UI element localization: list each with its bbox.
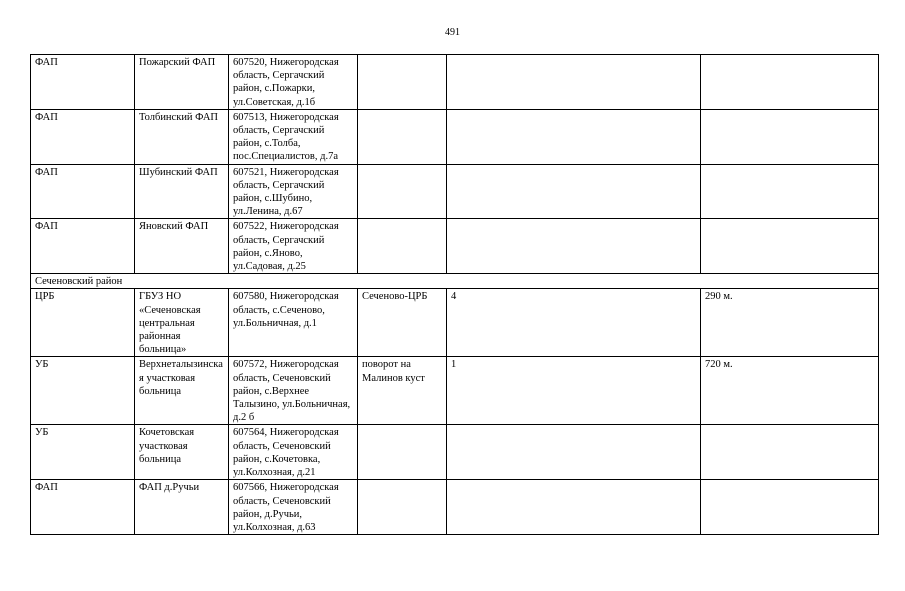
route-count: 4 — [447, 289, 701, 357]
distance — [701, 480, 879, 535]
bus-stop — [358, 480, 447, 535]
distance: 720 м. — [701, 357, 879, 425]
bus-stop — [358, 55, 447, 110]
route-count — [447, 480, 701, 535]
facility-address: 607572, Нижегородская область, Сеченовский район, с.Верхнее Талызино, ул.Больничная, д.2 б — [229, 357, 358, 425]
facility-name: Кочетовская участковая больница — [135, 425, 229, 480]
bus-stop: Сеченово-ЦРБ — [358, 289, 447, 357]
facility-address: 607566, Нижегородская область, Сеченовский район, д.Ручьи, ул.Колхозная, д.63 — [229, 480, 358, 535]
bus-stop — [358, 109, 447, 164]
facility-type: ФАП — [31, 480, 135, 535]
route-count: 1 — [447, 357, 701, 425]
facility-type: ФАП — [31, 55, 135, 110]
facility-address: 607513, Нижегородская область, Сергачский район, с.Толба, пос.Специалистов, д.7а — [229, 109, 358, 164]
facility-name: ФАП д.Ручьи — [135, 480, 229, 535]
facility-name: Шубинский ФАП — [135, 164, 229, 219]
facility-name: Яновский ФАП — [135, 219, 229, 274]
table-row — [31, 357, 879, 425]
facility-type: УБ — [31, 357, 135, 425]
page-number: 491 — [445, 27, 460, 38]
distance — [701, 109, 879, 164]
facility-address: 607522, Нижегородская область, Сергачский район, с.Яново, ул.Садовая, д.25 — [229, 219, 358, 274]
distance — [701, 55, 879, 110]
table-row — [31, 219, 879, 274]
table-row — [31, 164, 879, 219]
bus-stop: поворот на Малинов куст — [358, 357, 447, 425]
facilities-table — [30, 54, 879, 535]
facility-name: ГБУЗ НО «Сеченовская центральная районная больница» — [135, 289, 229, 357]
distance: 290 м. — [701, 289, 879, 357]
route-count — [447, 109, 701, 164]
table-row — [31, 425, 879, 480]
distance — [701, 164, 879, 219]
table-row — [31, 109, 879, 164]
section-row — [31, 274, 879, 289]
table-row — [31, 289, 879, 357]
bus-stop — [358, 164, 447, 219]
facility-name: Толбинский ФАП — [135, 109, 229, 164]
bus-stop — [358, 425, 447, 480]
facility-type: ФАП — [31, 219, 135, 274]
route-count — [447, 164, 701, 219]
route-count — [447, 55, 701, 110]
facility-name: Верхнеталызинская участковая больница — [135, 357, 229, 425]
route-count — [447, 425, 701, 480]
table-row — [31, 480, 879, 535]
facility-address: 607580, Нижегородская область, с.Сеченово, ул.Больничная, д.1 — [229, 289, 358, 357]
facility-type: ФАП — [31, 164, 135, 219]
facility-name: Пожарский ФАП — [135, 55, 229, 110]
facility-address: 607521, Нижегородская область, Сергачский район, с.Шубино, ул.Ленина, д.67 — [229, 164, 358, 219]
facility-type: ФАП — [31, 109, 135, 164]
facility-type: УБ — [31, 425, 135, 480]
table-row — [31, 55, 879, 110]
facility-type: ЦРБ — [31, 289, 135, 357]
route-count — [447, 219, 701, 274]
distance — [701, 219, 879, 274]
facility-address: 607520, Нижегородская область, Сергачский район, с.Пожарки, ул.Советская, д.1б — [229, 55, 358, 110]
section-title: Сеченовский район — [31, 274, 879, 289]
facility-address: 607564, Нижегородская область, Сеченовский район, с.Кочетовка, ул.Колхозная, д.21 — [229, 425, 358, 480]
bus-stop — [358, 219, 447, 274]
distance — [701, 425, 879, 480]
